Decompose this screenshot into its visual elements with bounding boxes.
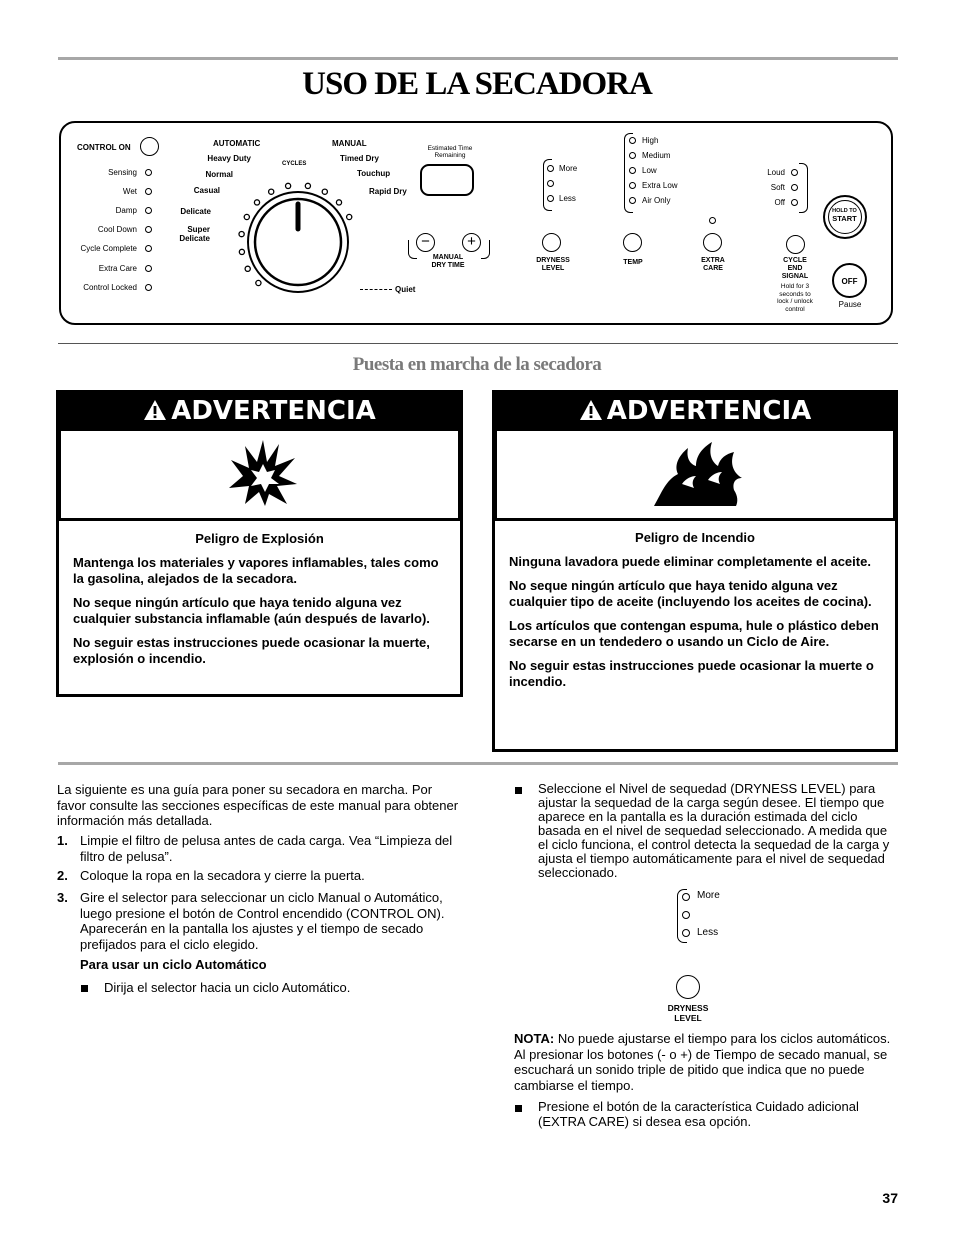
start-label: START bbox=[832, 214, 857, 223]
explosion-icon bbox=[227, 438, 299, 508]
status-sensing: Sensing bbox=[108, 168, 137, 177]
off-button bbox=[832, 263, 867, 298]
extra-care-led bbox=[709, 217, 716, 224]
signal-soft: Soft bbox=[770, 183, 785, 192]
warning-paragraph: No seque ningún artículo que haya tenido alguna vez cualquier tipo de aceite (incluyendo los aceites de cocina). bbox=[509, 578, 872, 609]
cycle-heavy-duty: Heavy Duty bbox=[207, 154, 251, 163]
dryness-led bbox=[547, 180, 554, 187]
dryness-more: More bbox=[559, 164, 578, 173]
warning-paragraph: No seque ningún artículo que haya tenido alguna vez cualquier substancia inflamable (aún después de lavarlo). bbox=[73, 595, 430, 626]
status-led bbox=[145, 284, 152, 291]
signal-loud: Loud bbox=[767, 168, 785, 177]
step-text: Coloque la ropa en la secadora y cierre la puerta. bbox=[80, 868, 365, 883]
estimated-time-label: Estimated Time Remaining bbox=[427, 145, 473, 159]
temp-extra-low: Extra Low bbox=[642, 181, 678, 190]
dial-led bbox=[305, 183, 310, 188]
dial-led bbox=[269, 189, 274, 194]
figure-less-label: Less bbox=[697, 927, 719, 938]
warning-header: ADVERTENCIA bbox=[495, 393, 895, 429]
minus-button: − bbox=[416, 233, 435, 252]
nota-paragraph bbox=[514, 1031, 898, 1093]
warning-triangle-icon bbox=[579, 395, 603, 431]
status-damp: Damp bbox=[115, 206, 137, 215]
start-button bbox=[828, 200, 862, 234]
figure-dryness-label: DRYNESS LEVEL bbox=[667, 1003, 709, 1023]
figure-dryness-button bbox=[676, 975, 700, 999]
warning-paragraph: No seguir estas instrucciones puede ocasionar la muerte, explosión o incendio. bbox=[73, 635, 430, 666]
extra-care-label: EXTRA CARE bbox=[701, 257, 725, 272]
cycle-casual: Casual bbox=[193, 186, 220, 195]
page-number: 37 bbox=[882, 1190, 898, 1206]
dry-time-bracket bbox=[408, 240, 417, 259]
status-control-locked: Control Locked bbox=[83, 283, 137, 292]
temp-high: High bbox=[642, 136, 659, 145]
temp-air-only: Air Only bbox=[642, 196, 671, 205]
cycle-normal: Normal bbox=[205, 170, 233, 179]
cycle-super: Super bbox=[187, 225, 210, 234]
status-led bbox=[145, 265, 152, 272]
dial-led bbox=[254, 200, 259, 205]
dial-led bbox=[336, 200, 341, 205]
extra-care-button bbox=[703, 233, 722, 252]
auto-bullet-text: Dirija el selector hacia un ciclo Automático. bbox=[104, 980, 351, 995]
signal-off: Off bbox=[774, 198, 785, 207]
cycles-label: CYCLES bbox=[282, 161, 307, 167]
temp-button bbox=[623, 233, 642, 252]
hold-to-label: HOLD TO bbox=[832, 208, 857, 214]
status-led bbox=[145, 169, 152, 176]
status-led bbox=[145, 207, 152, 214]
off-label: OFF bbox=[841, 277, 858, 286]
status-cool-down: Cool Down bbox=[97, 225, 137, 234]
hold-note: Hold for 3 seconds to lock / unlock control bbox=[777, 283, 813, 313]
plus-button: + bbox=[462, 233, 481, 252]
warning-text bbox=[509, 530, 881, 698]
fire-picture-frame bbox=[495, 429, 895, 521]
fire-icon bbox=[652, 440, 744, 508]
warning-title: Peligro de Explosión bbox=[195, 531, 324, 546]
manual-label: MANUAL bbox=[332, 139, 367, 148]
dryness-led bbox=[547, 165, 554, 172]
temp-medium: Medium bbox=[642, 151, 671, 160]
warning-title: Peligro de Incendio bbox=[635, 530, 755, 545]
bullet-square bbox=[515, 1105, 522, 1112]
temp-led bbox=[629, 152, 636, 159]
status-led bbox=[145, 245, 152, 252]
warning-box-fire bbox=[492, 390, 898, 752]
warning-paragraph: No seguir estas instrucciones puede ocasionar la muerte o incendio. bbox=[509, 658, 874, 689]
signal-bracket bbox=[799, 163, 808, 213]
warning-box-explosion bbox=[56, 390, 463, 697]
warning-text bbox=[73, 531, 446, 675]
step-number: 1. bbox=[57, 833, 68, 848]
start-button-outer bbox=[823, 195, 867, 239]
cycle-rapid-dry: Rapid Dry bbox=[369, 187, 407, 196]
warning-triangle-icon bbox=[143, 395, 167, 431]
temp-led bbox=[629, 182, 636, 189]
signal-led bbox=[791, 199, 798, 206]
dryness-bullet-text: Seleccione el Nivel de sequedad (DRYNESS LEVEL) para ajustar la sequedad de la carga según desee. El tiempo que aparece en la pantalla es la duración estimada del ciclo basada en el nivel de sequedad seleccionado. A medida que el ciclo funciona, el control detecta la sequedad de la carga y ajusta el tiempo automáticamente para el nivel de sequedad seleccionado. bbox=[538, 781, 890, 880]
control-panel-illustration bbox=[59, 121, 893, 325]
step-text: Limpie el filtro de pelusa antes de cada carga. Vea “Limpieza del filtro de pelusa”. bbox=[80, 833, 453, 864]
dial-led bbox=[239, 249, 244, 254]
quiet-strike bbox=[360, 289, 392, 290]
automatic-label: AUTOMATIC bbox=[213, 139, 261, 148]
signal-led bbox=[791, 184, 798, 191]
cycle-super-delicate: Delicate bbox=[179, 234, 210, 243]
cycle-end-signal-label: CYCLE END SIGNAL bbox=[781, 257, 809, 280]
time-display bbox=[420, 164, 474, 196]
page-title: USO DE LA SECADORA bbox=[302, 66, 652, 102]
temp-led bbox=[629, 167, 636, 174]
dry-time-bracket bbox=[481, 240, 490, 259]
dial-led bbox=[239, 232, 244, 237]
signal-led bbox=[791, 169, 798, 176]
nota-label: NOTA: bbox=[514, 1031, 555, 1046]
status-cycle-complete: Cycle Complete bbox=[80, 244, 137, 253]
cycle-delicate: Delicate bbox=[180, 207, 211, 216]
warning-paragraph: Mantenga los materiales y vapores inflamables, tales como la gasolina, alejados de la secadora. bbox=[73, 555, 439, 586]
intro-paragraph: La siguiente es una guía para poner su secadora en marcha. Por favor consulte las secciones específicas de este manual para obtener información más detallada. bbox=[57, 782, 459, 828]
temp-low: Low bbox=[642, 166, 657, 175]
bullet-square bbox=[81, 985, 88, 992]
status-led bbox=[145, 226, 152, 233]
warning-header: ADVERTENCIA bbox=[59, 393, 460, 429]
temp-label: TEMP bbox=[623, 259, 643, 266]
dial-led bbox=[347, 214, 352, 219]
dial-led bbox=[256, 280, 261, 285]
manual-dry-time-label: MANUAL DRY TIME bbox=[431, 254, 465, 269]
status-led bbox=[145, 188, 152, 195]
extra-care-bullet-text: Presione el botón de la característica Cuidado adicional (EXTRA CARE) si desea esa opción. bbox=[538, 1099, 859, 1129]
status-extra-care: Extra Care bbox=[98, 264, 137, 273]
cycle-timed-dry: Timed Dry bbox=[340, 154, 379, 163]
quiet-label: Quiet bbox=[395, 285, 416, 294]
status-wet: Wet bbox=[122, 187, 137, 196]
auto-cycle-heading: Para usar un ciclo Automático bbox=[80, 957, 267, 972]
section-rule bbox=[58, 343, 898, 344]
dryness-less: Less bbox=[559, 194, 576, 203]
dial-led bbox=[244, 214, 249, 219]
explosion-picture-frame bbox=[59, 429, 460, 521]
dial-led bbox=[245, 266, 250, 271]
control-on-label: CONTROL ON bbox=[77, 143, 131, 152]
figure-dryness-led bbox=[682, 929, 690, 937]
warning-paragraph: Ninguna lavadora puede eliminar completamente el aceite. bbox=[509, 554, 871, 569]
temp-led bbox=[629, 137, 636, 144]
body-rule bbox=[58, 762, 898, 765]
step-number: 3. bbox=[57, 890, 68, 905]
top-rule bbox=[58, 57, 898, 60]
figure-more-label: More bbox=[697, 890, 720, 901]
control-on-button bbox=[140, 137, 159, 156]
dial-led bbox=[286, 183, 291, 188]
pause-label: Pause bbox=[838, 300, 862, 309]
step-number: 2. bbox=[57, 868, 68, 883]
cycle-selector-dial bbox=[231, 159, 371, 299]
nota-text: No puede ajustarse el tiempo para los ciclos automáticos. Al presionar los botones (- o +) de Tiempo de secado manual, se escuchará un sonido triple de pitido que indica que no puede cambiarse el tiempo. bbox=[514, 1031, 891, 1093]
cycle-touchup: Touchup bbox=[357, 169, 391, 178]
dial-led bbox=[322, 189, 327, 194]
figure-dryness-led bbox=[682, 911, 690, 919]
temp-led bbox=[629, 197, 636, 204]
dryness-level-label: DRYNESS LEVEL bbox=[536, 257, 570, 272]
step-text: Gire el selector para seleccionar un ciclo Manual o Automático, luego presione el botón de Control encendido (CONTROL ON). Aparecerán en la pantalla los ajustes y el tiempo de secado prefijados para el ciclo elegido. bbox=[80, 890, 445, 952]
cycle-end-signal-button bbox=[786, 235, 805, 254]
dryness-level-button bbox=[542, 233, 561, 252]
section-subtitle: Puesta en marcha de la secadora bbox=[352, 354, 602, 375]
dryness-led bbox=[547, 195, 554, 202]
warning-paragraph: Los artículos que contengan espuma, hule o plástico deben secarse en un tendedero o usando un Ciclo de Aire. bbox=[509, 618, 879, 649]
figure-dryness-led bbox=[682, 893, 690, 901]
bullet-square bbox=[515, 787, 522, 794]
